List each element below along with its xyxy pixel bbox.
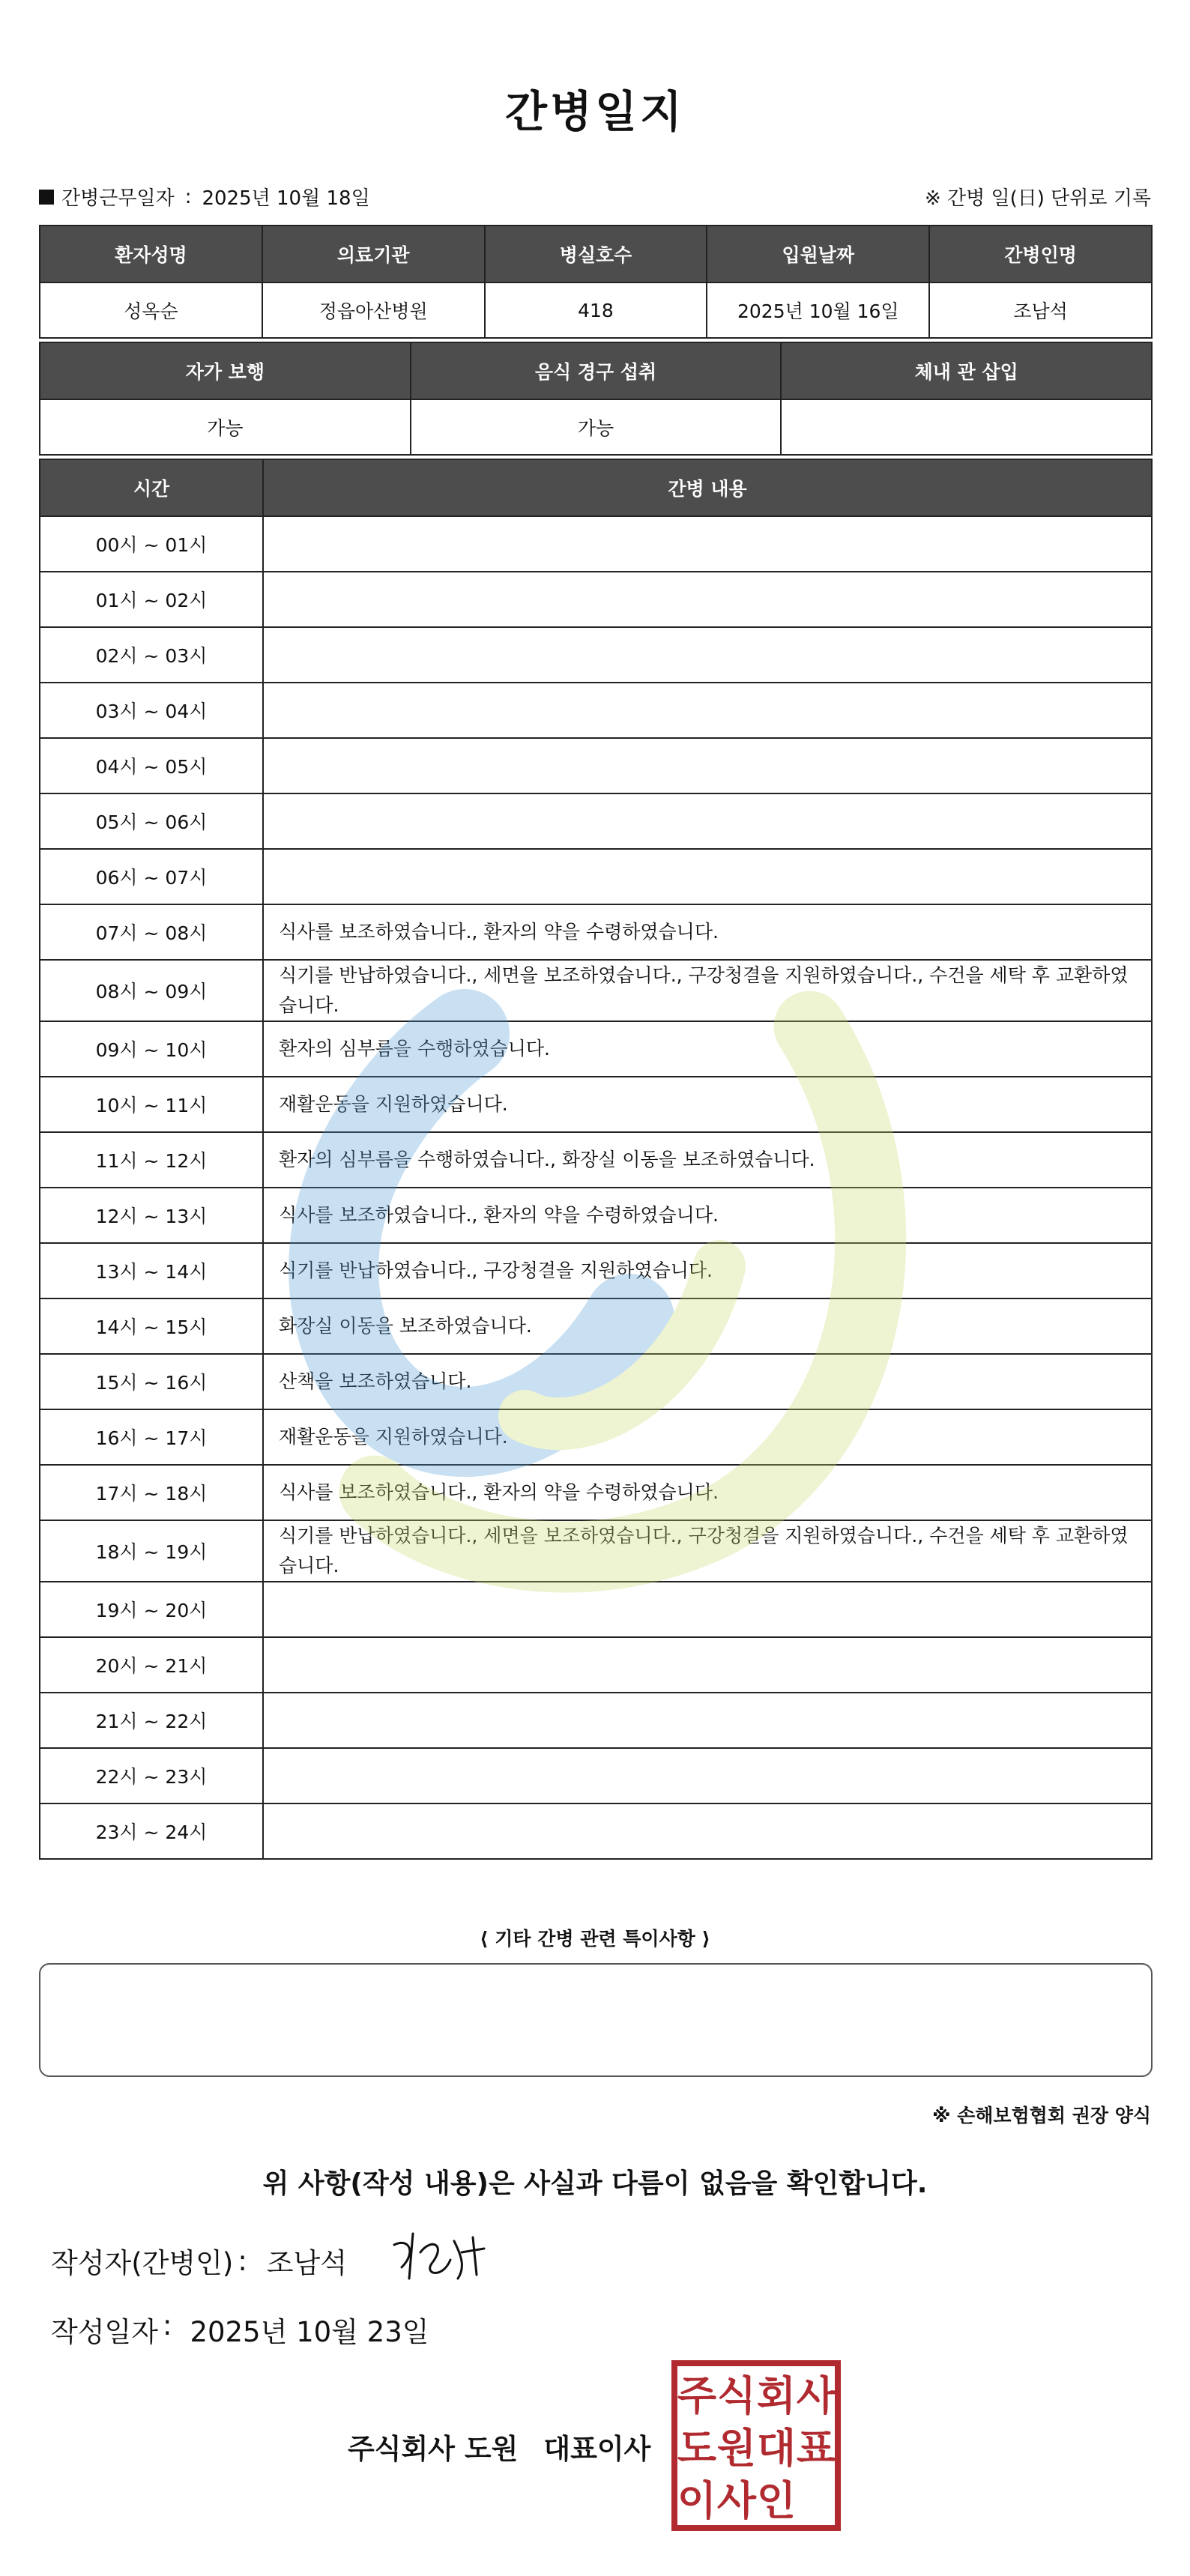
log-time: 14시 ~ 15시 <box>40 1298 263 1354</box>
ability-table <box>39 342 1153 456</box>
header-caregiver: 간병인명 <box>929 226 1152 282</box>
seal-glyph: 회 <box>756 2372 797 2419</box>
log-content <box>263 516 1152 572</box>
log-row <box>40 1637 1152 1693</box>
special-notes-box <box>39 1963 1153 2077</box>
square-bullet-icon <box>39 190 54 205</box>
log-time: 18시 ~ 19시 <box>40 1520 263 1582</box>
log-time: 04시 ~ 05시 <box>40 738 263 793</box>
log-row <box>40 1243 1152 1298</box>
log-time: 11시 ~ 12시 <box>40 1132 263 1188</box>
log-row <box>40 1748 1152 1803</box>
log-time: 20시 ~ 21시 <box>40 1637 263 1693</box>
company-title: 대표이사 <box>543 2433 651 2465</box>
log-time: 21시 ~ 22시 <box>40 1693 263 1748</box>
header-time: 시간 <box>40 459 263 516</box>
log-row <box>40 516 1152 572</box>
log-content <box>263 1693 1152 1748</box>
log-content: 환자의 심부름을 수행하였습니다. <box>263 1021 1152 1077</box>
log-content: 식기를 반납하였습니다., 구강청결을 지원하였습니다. <box>263 1243 1152 1298</box>
log-content <box>263 1803 1152 1859</box>
record-unit-note: ※ 간병 일(日) 단위로 기록 <box>924 187 1151 210</box>
log-content <box>263 627 1152 683</box>
header-hospital: 의료기관 <box>262 226 485 282</box>
log-row <box>40 1465 1152 1520</box>
log-time: 09시 ~ 10시 <box>40 1021 263 1077</box>
log-row <box>40 1693 1152 1748</box>
log-time: 13시 ~ 14시 <box>40 1243 263 1298</box>
seal-glyph: 대 <box>756 2425 797 2472</box>
writer-line: 작성자(간병인) : 조남석 <box>51 2240 347 2281</box>
writer-name: 조남석 <box>266 2247 348 2279</box>
log-row <box>40 849 1152 904</box>
log-content: 환자의 심부름을 수행하였습니다., 화장실 이동을 보조하였습니다. <box>263 1132 1152 1188</box>
work-date: 간병근무일자 : 2025년 10월 18일 <box>39 183 370 211</box>
log-time: 03시 ~ 04시 <box>40 683 263 738</box>
care-log-table <box>39 459 1153 1860</box>
log-time: 23시 ~ 24시 <box>40 1803 263 1859</box>
company-name: 주식회사 도원 <box>348 2433 519 2465</box>
log-content: 재활운동을 지원하였습니다. <box>263 1077 1152 1132</box>
log-content <box>263 1637 1152 1693</box>
patient-name: 성옥순 <box>40 282 262 338</box>
handwritten-signature <box>379 2222 499 2290</box>
log-time: 08시 ~ 09시 <box>40 960 263 1021</box>
log-time: 15시 ~ 16시 <box>40 1354 263 1409</box>
work-date-label: 간병근무일자 <box>61 187 175 210</box>
log-row <box>40 572 1152 627</box>
log-row <box>40 1803 1152 1859</box>
log-time: 00시 ~ 01시 <box>40 516 263 572</box>
log-content <box>263 738 1152 793</box>
written-date-label: 작성일자 <box>51 2316 158 2348</box>
log-time: 02시 ~ 03시 <box>40 627 263 683</box>
log-content: 산책을 보조하였습니다. <box>263 1354 1152 1409</box>
log-row <box>40 960 1152 1021</box>
company-seal-stamp <box>671 2360 841 2531</box>
seal-glyph: 이 <box>677 2477 717 2524</box>
log-time: 12시 ~ 13시 <box>40 1188 263 1243</box>
room-number: 418 <box>485 282 707 338</box>
seal-glyph: 사 <box>716 2477 757 2524</box>
log-row <box>40 1077 1152 1132</box>
log-row <box>40 1582 1152 1637</box>
writer-label: 작성자(간병인) <box>51 2247 234 2279</box>
header-care-content: 간병 내용 <box>263 459 1152 516</box>
seal-glyph: 주 <box>677 2372 717 2419</box>
log-time: 22시 ~ 23시 <box>40 1748 263 1803</box>
patient-info-table <box>39 225 1153 339</box>
header-patient-name: 환자성명 <box>40 226 262 282</box>
seal-glyph: 원 <box>716 2425 757 2472</box>
log-time: 05시 ~ 06시 <box>40 793 263 849</box>
header-oral-intake: 음식 경구 섭취 <box>411 342 782 399</box>
log-time: 06시 ~ 07시 <box>40 849 263 904</box>
log-content: 식기를 반납하였습니다., 세면을 보조하였습니다., 구강청결을 지원하였습니다., 수건을 세탁 후 교환하였습니다. <box>263 960 1152 1021</box>
header-tube-insertion: 체내 관 삽입 <box>781 342 1152 399</box>
log-content: 화장실 이동을 보조하였습니다. <box>263 1298 1152 1354</box>
hospital-name: 정읍아산병원 <box>262 282 485 338</box>
log-time: 19시 ~ 20시 <box>40 1582 263 1637</box>
log-content: 식사를 보조하였습니다., 환자의 약을 수령하였습니다. <box>263 1465 1152 1520</box>
log-row <box>40 627 1152 683</box>
seal-glyph: 도 <box>677 2425 717 2472</box>
log-content: 식사를 보조하였습니다., 환자의 약을 수령하였습니다. <box>263 904 1152 960</box>
written-date-value: 2025년 10월 23일 <box>190 2316 429 2348</box>
special-notes-title: ⟨ 기타 간병 관련 특이사항 ⟩ <box>480 1928 710 1950</box>
seal-glyph: 인 <box>756 2477 797 2524</box>
seal-glyph: 표 <box>796 2425 836 2472</box>
log-time: 01시 ~ 02시 <box>40 572 263 627</box>
log-time: 17시 ~ 18시 <box>40 1465 263 1520</box>
tube-insertion-value <box>781 399 1152 455</box>
log-content: 식사를 보조하였습니다., 환자의 약을 수령하였습니다. <box>263 1188 1152 1243</box>
log-content <box>263 683 1152 738</box>
seal-glyph: 식 <box>716 2372 757 2419</box>
log-row <box>40 1132 1152 1188</box>
work-date-value: 2025년 10월 18일 <box>202 187 370 210</box>
self-walking-value: 가능 <box>40 399 411 455</box>
log-row <box>40 1354 1152 1409</box>
log-row <box>40 738 1152 793</box>
log-row <box>40 683 1152 738</box>
confirmation-statement: 위 사항(작성 내용)은 사실과 다름이 없음을 확인합니다. <box>262 2168 928 2199</box>
log-row <box>40 1520 1152 1582</box>
log-row <box>40 1409 1152 1465</box>
log-row <box>40 1188 1152 1243</box>
log-row <box>40 904 1152 960</box>
log-row <box>40 1298 1152 1354</box>
written-date-line: 작성일자 : 2025년 10월 23일 <box>51 2309 429 2348</box>
log-content: 식기를 반납하였습니다., 세면을 보조하였습니다., 구강청결을 지원하였습니다., 수건을 세탁 후 교환하였습니다. <box>263 1520 1152 1582</box>
admission-date: 2025년 10월 16일 <box>707 282 929 338</box>
log-row <box>40 793 1152 849</box>
log-time: 10시 ~ 11시 <box>40 1077 263 1132</box>
log-content <box>263 572 1152 627</box>
header-self-walking: 자가 보행 <box>40 342 411 399</box>
seal-glyph: 사 <box>796 2372 836 2419</box>
caregiver-name: 조남석 <box>929 282 1152 338</box>
log-content <box>263 793 1152 849</box>
oral-intake-value: 가능 <box>411 399 782 455</box>
page-title: 간병일지 <box>504 86 686 137</box>
log-row <box>40 1021 1152 1077</box>
log-content: 재활운동을 지원하였습니다. <box>263 1409 1152 1465</box>
log-time: 16시 ~ 17시 <box>40 1409 263 1465</box>
log-content <box>263 849 1152 904</box>
log-content <box>263 1582 1152 1637</box>
form-source-note: ※ 손해보험협회 권장 양식 <box>932 2105 1151 2126</box>
header-room: 병실호수 <box>485 226 707 282</box>
log-time: 07시 ~ 08시 <box>40 904 263 960</box>
log-content <box>263 1748 1152 1803</box>
company-line <box>348 2426 650 2467</box>
header-admission-date: 입원날짜 <box>707 226 929 282</box>
